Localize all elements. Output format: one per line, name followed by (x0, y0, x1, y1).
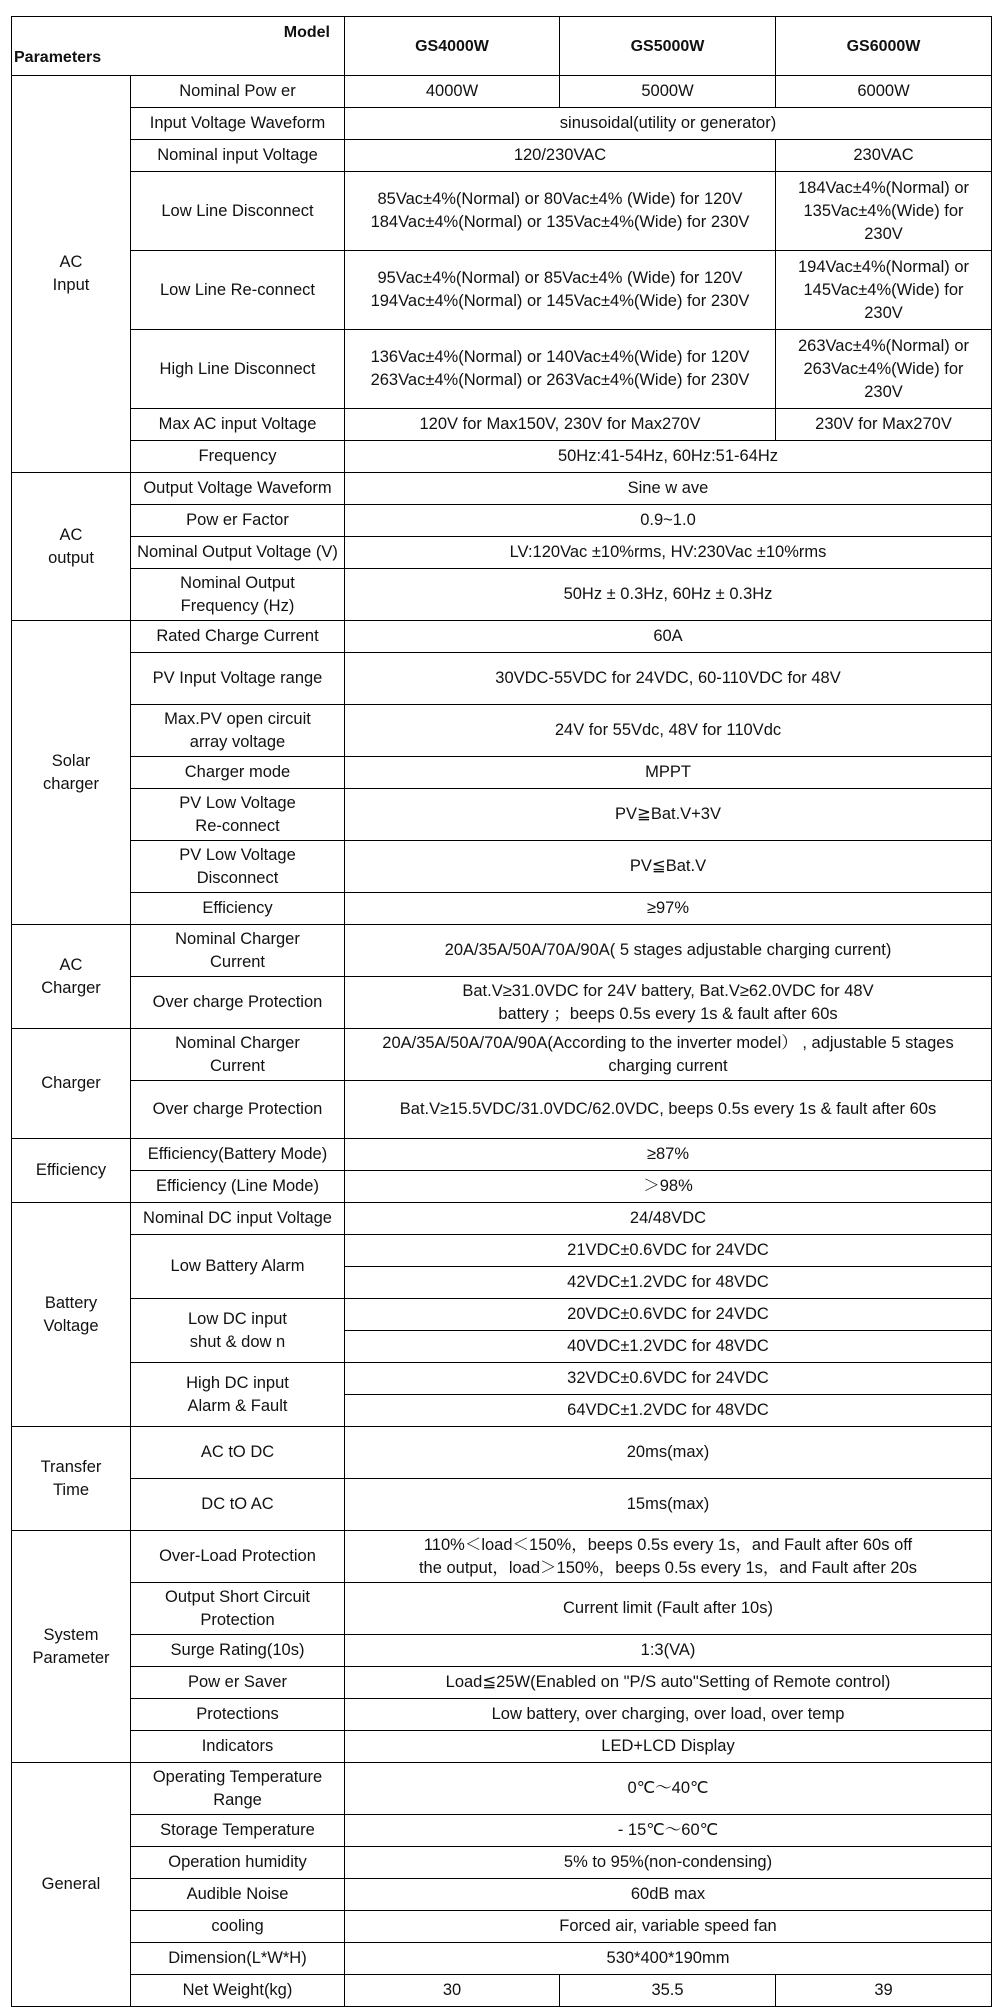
parameter-name: Over-Load Protection (131, 1531, 345, 1583)
spec-row (12, 1029, 992, 1081)
spec-value: 20ms(max) (345, 1427, 992, 1479)
spec-row (12, 1171, 992, 1203)
parameter-name: Operation humidity (131, 1847, 345, 1879)
header-corner (12, 17, 345, 76)
spec-value: 230V for Max270V (776, 409, 992, 441)
parameter-name: Storage Temperature (131, 1815, 345, 1847)
group-label: Battery Voltage (12, 1203, 131, 1427)
spec-row (12, 893, 992, 925)
spec-value: 194Vac±4%(Normal) or 145Vac±4%(Wide) for 230V (776, 251, 992, 330)
parameter-name: Nominal Output Frequency (Hz) (131, 569, 345, 621)
spec-value: 32VDC±0.6VDC for 24VDC (345, 1363, 992, 1395)
parameter-name: Frequency (131, 441, 345, 473)
parameter-name: Operating Temperature Range (131, 1763, 345, 1815)
spec-row (12, 789, 992, 841)
spec-value: 15ms(max) (345, 1479, 992, 1531)
spec-value: 120/230VAC (345, 140, 776, 172)
parameter-name: Nominal Charger Current (131, 1029, 345, 1081)
spec-value: 40VDC±1.2VDC for 48VDC (345, 1331, 992, 1363)
spec-row (12, 1699, 992, 1731)
parameter-name: Nominal Charger Current (131, 925, 345, 977)
spec-row (12, 1479, 992, 1531)
spec-row (12, 1531, 992, 1583)
spec-row (12, 1667, 992, 1699)
parameter-name: Efficiency (131, 893, 345, 925)
parameter-name: PV Low Voltage Disconnect (131, 841, 345, 893)
parameter-name: High DC input Alarm & Fault (131, 1363, 345, 1427)
spec-row (12, 1363, 992, 1395)
spec-value: 20VDC±0.6VDC for 24VDC (345, 1299, 992, 1331)
spec-row (12, 841, 992, 893)
spec-row (12, 977, 992, 1029)
spec-value: 4000W (345, 76, 560, 108)
spec-value: 60dB max (345, 1879, 992, 1911)
header-row (12, 17, 992, 76)
spec-row (12, 108, 992, 140)
parameter-name: Efficiency (Line Mode) (131, 1171, 345, 1203)
spec-value: 0℃～40℃ (345, 1763, 992, 1815)
spec-value: 39 (776, 1975, 992, 2007)
parameter-name: Low DC input shut & dow n (131, 1299, 345, 1363)
spec-row (12, 441, 992, 473)
spec-value: 230VAC (776, 140, 992, 172)
spec-table-body (12, 17, 992, 2007)
spec-value: 110%＜load＜150%，beeps 0.5s every 1s，and Fault after 60s off the output，load＞150%，beeps 0.5s every 1s，and Fault after 20s (345, 1531, 992, 1583)
group-label: Solar charger (12, 621, 131, 925)
spec-row (12, 1235, 992, 1267)
parameter-name: Pow er Saver (131, 1667, 345, 1699)
spec-row (12, 1139, 992, 1171)
spec-value: LV:120Vac ±10%rms, HV:230Vac ±10%rms (345, 537, 992, 569)
spec-value: Sine w ave (345, 473, 992, 505)
spec-table (11, 16, 992, 2007)
parameter-name: AC tO DC (131, 1427, 345, 1479)
parameter-name: Pow er Factor (131, 505, 345, 537)
spec-value: 20A/35A/50A/70A/90A(According to the inverter model） , adjustable 5 stages charging current (345, 1029, 992, 1081)
parameter-name: cooling (131, 1911, 345, 1943)
group-label: AC Input (12, 76, 131, 473)
spec-value: PV≧Bat.V+3V (345, 789, 992, 841)
spec-value: 263Vac±4%(Normal) or 263Vac±4%(Wide) for 230V (776, 330, 992, 409)
spec-value: Low battery, over charging, over load, over temp (345, 1699, 992, 1731)
spec-value: Current limit (Fault after 10s) (345, 1583, 992, 1635)
spec-value: 85Vac±4%(Normal) or 80Vac±4% (Wide) for 120V 184Vac±4%(Normal) or 135Vac±4%(Wide) for 230V (345, 172, 776, 251)
spec-value: ≥97% (345, 893, 992, 925)
spec-row (12, 1911, 992, 1943)
spec-value: 30 (345, 1975, 560, 2007)
parameter-name: Over charge Protection (131, 977, 345, 1029)
parameter-name: Nominal input Voltage (131, 140, 345, 172)
spec-row (12, 757, 992, 789)
spec-value: 5% to 95%(non-condensing) (345, 1847, 992, 1879)
spec-value: MPPT (345, 757, 992, 789)
parameter-name: Output Short Circuit Protection (131, 1583, 345, 1635)
spec-row (12, 925, 992, 977)
spec-value: Bat.V≥15.5VDC/31.0VDC/62.0VDC, beeps 0.5s every 1s & fault after 60s (345, 1081, 992, 1139)
spec-row (12, 1815, 992, 1847)
parameter-name: Dimension(L*W*H) (131, 1943, 345, 1975)
spec-value: 184Vac±4%(Normal) or 135Vac±4%(Wide) for 230V (776, 172, 992, 251)
spec-value: 24V for 55Vdc, 48V for 110Vdc (345, 705, 992, 757)
spec-value: 136Vac±4%(Normal) or 140Vac±4%(Wide) for 120V 263Vac±4%(Normal) or 263Vac±4%(Wide) for 230V (345, 330, 776, 409)
parameter-name: Input Voltage Waveform (131, 108, 345, 140)
spec-row (12, 1081, 992, 1139)
spec-value: ≥87% (345, 1139, 992, 1171)
spec-row (12, 1731, 992, 1763)
model-header: GS4000W (345, 17, 560, 76)
spec-value: - 15℃～60℃ (345, 1815, 992, 1847)
spec-row (12, 653, 992, 705)
spec-row (12, 140, 992, 172)
model-header: GS5000W (560, 17, 776, 76)
spec-value: ＞98% (345, 1171, 992, 1203)
parameter-name: Surge Rating(10s) (131, 1635, 345, 1667)
spec-row (12, 1583, 992, 1635)
parameter-name: Audible Noise (131, 1879, 345, 1911)
spec-value: 530*400*190mm (345, 1943, 992, 1975)
spec-row (12, 1299, 992, 1331)
group-label: Charger (12, 1029, 131, 1139)
spec-value: 120V for Max150V, 230V for Max270V (345, 409, 776, 441)
group-label: General (12, 1763, 131, 2007)
parameter-name: Rated Charge Current (131, 621, 345, 653)
spec-value: 20A/35A/50A/70A/90A( 5 stages adjustable charging current) (345, 925, 992, 977)
spec-value: 42VDC±1.2VDC for 48VDC (345, 1267, 992, 1299)
spec-value: LED+LCD Display (345, 1731, 992, 1763)
spec-row (12, 1847, 992, 1879)
spec-value: 6000W (776, 76, 992, 108)
group-label: Efficiency (12, 1139, 131, 1203)
parameter-name: Indicators (131, 1731, 345, 1763)
spec-value: 1:3(VA) (345, 1635, 992, 1667)
spec-value: 5000W (560, 76, 776, 108)
spec-row (12, 76, 992, 108)
parameter-name: Over charge Protection (131, 1081, 345, 1139)
spec-row (12, 705, 992, 757)
parameter-name: Output Voltage Waveform (131, 473, 345, 505)
parameter-name: Nominal DC input Voltage (131, 1203, 345, 1235)
group-label: AC Charger (12, 925, 131, 1029)
parameter-name: Nominal Pow er (131, 76, 345, 108)
group-label: System Parameter (12, 1531, 131, 1763)
group-label: Transfer Time (12, 1427, 131, 1531)
parameter-name: Low Line Re-connect (131, 251, 345, 330)
spec-row (12, 569, 992, 621)
group-label: AC output (12, 473, 131, 621)
spec-value: PV≦Bat.V (345, 841, 992, 893)
spec-row (12, 330, 992, 409)
spec-row (12, 1943, 992, 1975)
spec-value: 30VDC-55VDC for 24VDC, 60-110VDC for 48V (345, 653, 992, 705)
spec-row (12, 1879, 992, 1911)
parameter-name: Max AC input Voltage (131, 409, 345, 441)
parameter-name: Charger mode (131, 757, 345, 789)
spec-value: 50Hz:41-54Hz, 60Hz:51-64Hz (345, 441, 992, 473)
spec-row (12, 473, 992, 505)
spec-value: 21VDC±0.6VDC for 24VDC (345, 1235, 992, 1267)
spec-row (12, 537, 992, 569)
parameter-name: Protections (131, 1699, 345, 1731)
parameter-name: Efficiency(Battery Mode) (131, 1139, 345, 1171)
parameter-name: Max.PV open circuit array voltage (131, 705, 345, 757)
spec-row (12, 1763, 992, 1815)
spec-row (12, 172, 992, 251)
parameter-name: DC tO AC (131, 1479, 345, 1531)
spec-value: 95Vac±4%(Normal) or 85Vac±4% (Wide) for 120V 194Vac±4%(Normal) or 145Vac±4%(Wide) for 230V (345, 251, 776, 330)
spec-row (12, 251, 992, 330)
spec-value: 50Hz ± 0.3Hz, 60Hz ± 0.3Hz (345, 569, 992, 621)
parameter-name: Low Battery Alarm (131, 1235, 345, 1299)
parameter-name: Nominal Output Voltage (V) (131, 537, 345, 569)
parameter-name: Net Weight(kg) (131, 1975, 345, 2007)
spec-value: Bat.V≥31.0VDC for 24V battery, Bat.V≥62.0VDC for 48V battery ；beeps 0.5s every 1s & fault after 60s (345, 977, 992, 1029)
parameter-name: Low Line Disconnect (131, 172, 345, 251)
spec-row (12, 621, 992, 653)
spec-value: Load≦25W(Enabled on "P/S auto"Setting of Remote control) (345, 1667, 992, 1699)
parameter-name: PV Low Voltage Re-connect (131, 789, 345, 841)
spec-row (12, 409, 992, 441)
parameters-label: Parameters (14, 49, 102, 66)
spec-value: sinusoidal(utility or generator) (345, 108, 992, 140)
spec-row (12, 1975, 992, 2007)
spec-row (12, 505, 992, 537)
spec-value: 24/48VDC (345, 1203, 992, 1235)
spec-value: 35.5 (560, 1975, 776, 2007)
parameter-name: PV Input Voltage range (131, 653, 345, 705)
parameter-name: High Line Disconnect (131, 330, 345, 409)
spec-value: 64VDC±1.2VDC for 48VDC (345, 1395, 992, 1427)
spec-value: Forced air, variable speed fan (345, 1911, 992, 1943)
model-header: GS6000W (776, 17, 992, 76)
spec-value: 0.9~1.0 (345, 505, 992, 537)
spec-row (12, 1203, 992, 1235)
spec-row (12, 1635, 992, 1667)
model-label: Model (283, 24, 330, 41)
spec-value: 60A (345, 621, 992, 653)
spec-row (12, 1427, 992, 1479)
